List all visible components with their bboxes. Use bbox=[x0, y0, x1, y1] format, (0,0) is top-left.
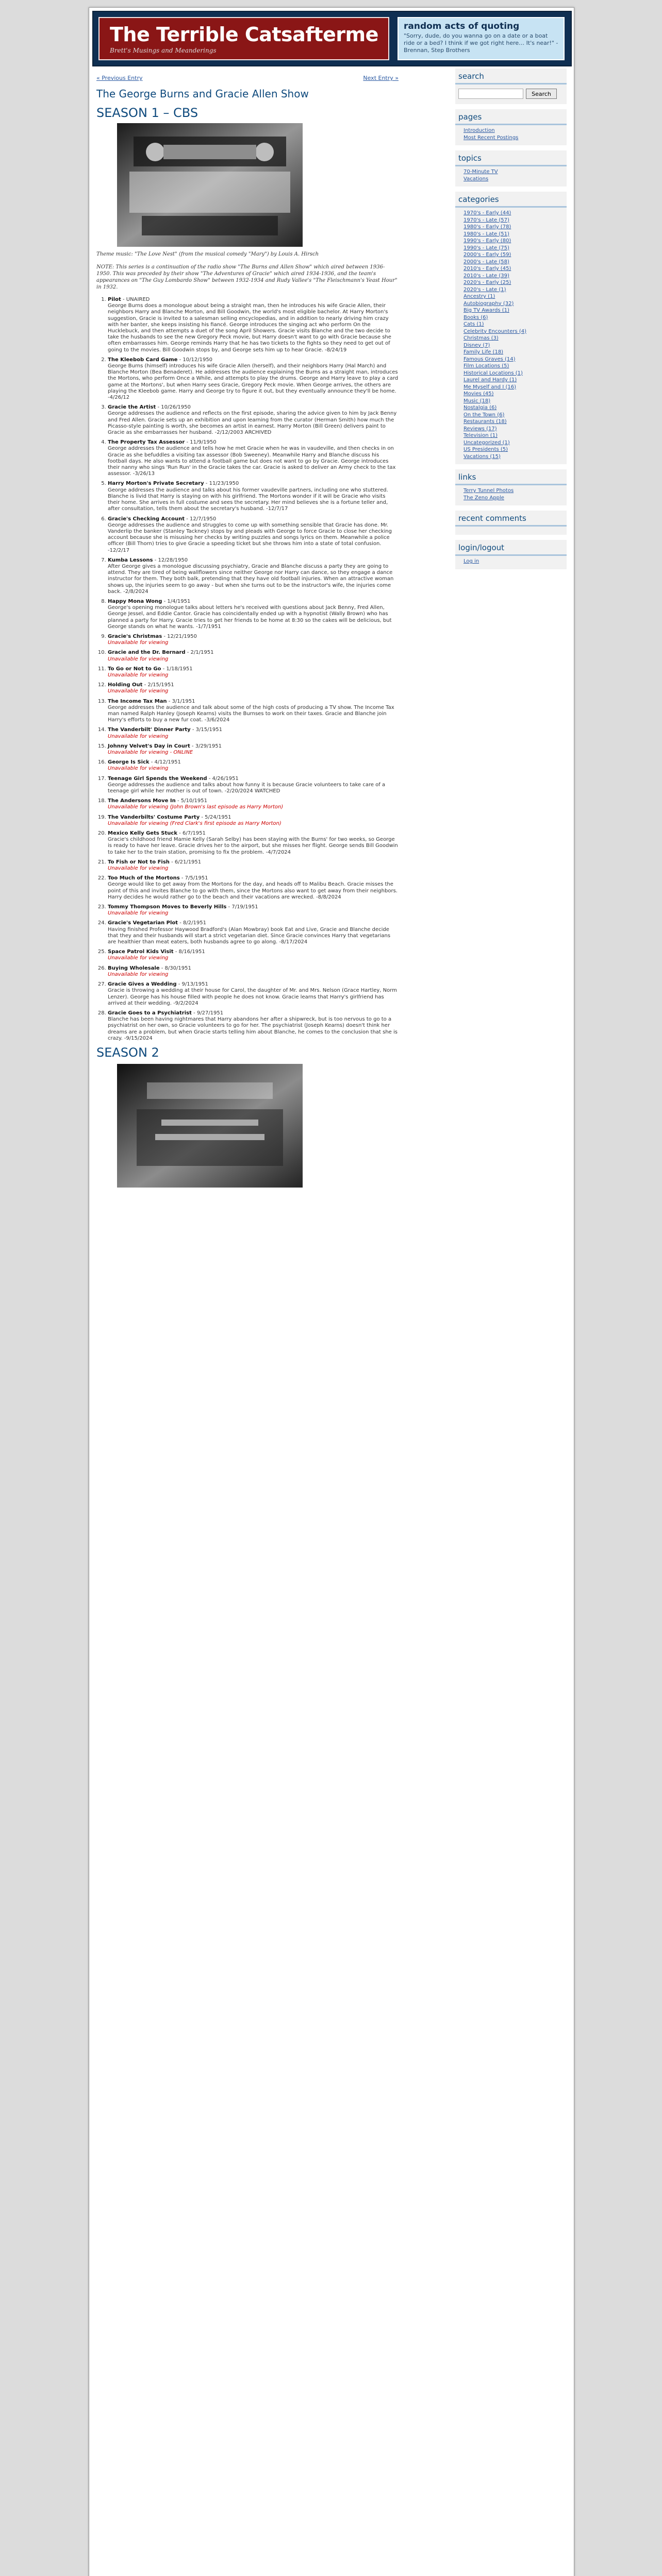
login-box bbox=[455, 540, 567, 569]
search-box bbox=[455, 69, 567, 104]
category-link[interactable]: Television (1) bbox=[464, 433, 498, 438]
episode-date: - 3/15/1951 bbox=[190, 727, 222, 733]
episode-date: - 2/1/1951 bbox=[185, 650, 214, 656]
episode-item bbox=[108, 759, 399, 772]
episode-description: George addresses the audience and talks about how funny it is because Gracie volunteers to take care of a teenage girl while her mother is out of town. -2/20/2024 WATCHED bbox=[108, 782, 386, 794]
episode-item bbox=[108, 965, 399, 978]
category-item bbox=[464, 412, 564, 419]
category-item bbox=[464, 300, 564, 308]
search-input[interactable] bbox=[458, 89, 523, 99]
episode-description: Unavailable for viewing (Fred Clark's first episode as Harry Morton) bbox=[108, 820, 282, 826]
category-link[interactable]: 1970's - Early (44) bbox=[464, 210, 511, 216]
category-item bbox=[464, 446, 564, 453]
category-item bbox=[464, 453, 564, 461]
episode-item bbox=[108, 798, 399, 810]
category-item bbox=[464, 432, 564, 439]
episode-item bbox=[108, 439, 399, 477]
category-link[interactable]: Vacations (15) bbox=[464, 453, 501, 460]
episode-date: - 6/7/1951 bbox=[177, 831, 206, 837]
category-item bbox=[464, 342, 564, 349]
episode-item bbox=[108, 815, 399, 827]
category-item bbox=[464, 384, 564, 391]
site-header bbox=[92, 11, 572, 66]
episode-date: - 4/26/1951 bbox=[207, 775, 239, 782]
episode-date: - 12/21/1950 bbox=[162, 633, 197, 639]
episode-date: - 8/30/1951 bbox=[159, 965, 191, 971]
episode-description: Unavailable for viewing bbox=[108, 688, 169, 694]
episode-title: Space Patrol Kids Visit bbox=[108, 949, 174, 955]
category-link[interactable]: Historical Locations (1) bbox=[464, 370, 523, 376]
page-link[interactable]: Most Recent Postings bbox=[464, 134, 519, 141]
category-link[interactable]: Laurel and Hardy (1) bbox=[464, 377, 517, 383]
episode-item bbox=[108, 682, 399, 694]
episode-description: George addresses the audience and reflects on the first episode, sharing the advice given to him by Jack Benny and Fred Allen. Gracie sets up an exhibition and upon learning from the curator (Herman Smith) how much the Picasso-style painting is worth, she becomes an artist in earnest. Harry Morton (Bill Green) delivers paint to Gracie as she embarrasses her husband. -2/12/2003 ARCHIVED bbox=[108, 411, 397, 436]
category-link[interactable]: Autobiography (32) bbox=[464, 300, 514, 307]
episode-item bbox=[108, 904, 399, 917]
category-link[interactable]: Family Life (18) bbox=[464, 349, 504, 355]
episode-title: The Andersons Move In bbox=[108, 798, 176, 804]
episode-description: Unavailable for viewing bbox=[108, 672, 169, 678]
page-wrapper bbox=[89, 7, 574, 2576]
episode-title: To Go or Not to Go bbox=[108, 666, 161, 672]
category-link[interactable]: US Presidents (5) bbox=[464, 447, 508, 452]
episode-title: Pilot bbox=[108, 297, 121, 302]
category-item bbox=[464, 398, 564, 405]
episode-description: George addresses the audience and tells how he met Gracie when he was in vaudeville, and then checks in on Gracie as she befuddles a visiting tax assessor (Bob Sweeney). Meanwhile Harry and Blanche discuss his football days. He also wants to attend a football game but does not want to go by Gracie. George introduces their nanny who sings 'Run Run' in the Gracie takes the car. Gracie is asked to deliver an Army check to the tax assessor. -3/26/13 bbox=[108, 446, 396, 477]
main-content bbox=[96, 70, 399, 1188]
episode-title: Gracie the Artist bbox=[108, 404, 156, 411]
category-item bbox=[464, 217, 564, 224]
episode-title: The Kleebob Card Game bbox=[108, 357, 178, 363]
episode-title: Harry Morton's Private Secretary bbox=[108, 481, 204, 487]
category-link[interactable]: 1990's - Late (75) bbox=[464, 245, 509, 251]
episode-description: George addresses the audience and struggles to come up with something sensible that Gracie has done. Mr. Vanderlip the banker (Stanley Tackney) stops by and pleads with George to force Gracie to close her checking account because she is misusing her checks by writing puzzles and songs lyrics on them. Meanwhile a police officer (Bill Thorn) tries to give Gracie a speeding ticket but she throws him into a state of total confusion. -12/2/17 bbox=[108, 522, 392, 553]
episode-title: The Income Tax Man bbox=[108, 698, 167, 704]
episode-date: - 3/29/1951 bbox=[190, 743, 222, 749]
category-item bbox=[464, 259, 564, 266]
episode-date: - 3/1/1951 bbox=[167, 698, 195, 704]
episode-description: Having finished Professor Haywood Bradford's (Alan Mowbray) book Eat and Live, Gracie and Blanche decide that they and their husbands will start a strict vegetarian diet. Since Gracie convinces Harry that vegetarians are healthier than meat eaters, both husbands agree to go along. -8/17/2024 bbox=[108, 926, 391, 945]
episode-title: Gracie's Checking Account bbox=[108, 516, 185, 522]
login-link[interactable]: Log in bbox=[464, 558, 479, 564]
episode-date: - 1/4/1951 bbox=[162, 598, 191, 604]
category-link[interactable]: Uncategorized (1) bbox=[464, 439, 510, 446]
search-form bbox=[455, 84, 567, 104]
category-item bbox=[464, 439, 564, 447]
links-heading: links bbox=[455, 469, 567, 485]
links-list bbox=[455, 485, 567, 505]
episode-description: George's opening monologue talks about letters he's received with questions about Jack Benny, Fred Allen, George Jessel, and Eddie Cantor. Gracie has coincidentally ended up with a hypnotist (Wally Brown) who has planned a party for Harry. Gracie tries to get her friends to be home at 8:30 so the cakes will be delicious, but George stands on what he wants. -1/7/1951 bbox=[108, 605, 392, 630]
next-entry-link[interactable]: Next Entry » bbox=[363, 75, 399, 81]
category-link[interactable]: Celebrity Encounters (4) bbox=[464, 328, 527, 334]
episode-date: - 12/7/1950 bbox=[185, 516, 217, 522]
episode-date: - 10/12/1950 bbox=[177, 357, 213, 363]
episode-title: Happy Mona Wong bbox=[108, 598, 162, 604]
category-item bbox=[464, 265, 564, 273]
topic-item bbox=[464, 176, 564, 183]
episode-description: Unavailable for viewing - ONLINE bbox=[108, 750, 193, 755]
category-item bbox=[464, 273, 564, 280]
episode-date: - 11/23/1950 bbox=[204, 481, 239, 487]
season-1-heading: SEASON 1 – CBS bbox=[96, 106, 198, 120]
episode-description: Unavailable for viewing bbox=[108, 910, 169, 917]
topic-link[interactable]: Vacations bbox=[464, 176, 489, 182]
recent-comments-heading: recent comments bbox=[455, 511, 567, 527]
episode-date: - 9/27/1951 bbox=[191, 1010, 224, 1016]
category-link[interactable]: Famous Graves (14) bbox=[464, 356, 516, 362]
episode-date: - 1/18/1951 bbox=[161, 666, 193, 672]
episode-date: - 5/24/1951 bbox=[200, 814, 231, 820]
episode-item bbox=[108, 557, 399, 595]
category-link[interactable]: Film Locations (5) bbox=[464, 363, 509, 369]
episode-description: George addresses the audience and talks about his former vaudeville partners, including one who stuttered. Blanche is livid that Harry is staying on with his girlfriend. The Mortons wonder if it will be Gracie who visits their home. She arrives in full costume and sees the secretary. Her mind believes she is a fortune teller and, after consultation, tells them about the secretary's husband. -12/7/17 bbox=[108, 487, 388, 512]
recent-comments-box bbox=[455, 511, 567, 535]
category-item bbox=[464, 418, 564, 426]
episode-item bbox=[108, 404, 399, 436]
category-link[interactable]: 1980's - Early (78) bbox=[464, 224, 511, 230]
category-link[interactable]: Cats (1) bbox=[464, 321, 484, 327]
search-button[interactable]: Search bbox=[526, 89, 557, 99]
episode-title: Johnny Velvet's Day in Court bbox=[108, 743, 190, 749]
episode-date: - 11/9/1950 bbox=[185, 439, 217, 446]
episode-description: Unavailable for viewing (John Brown's last episode as Harry Morton) bbox=[108, 804, 284, 810]
category-link[interactable]: Disney (7) bbox=[464, 342, 490, 348]
episode-title: The Vanderbilts' Costume Party bbox=[108, 814, 200, 820]
categories-box bbox=[455, 192, 567, 464]
category-item bbox=[464, 307, 564, 314]
episode-item bbox=[108, 481, 399, 512]
episode-date: - 5/10/1951 bbox=[175, 798, 208, 804]
category-link[interactable]: 2010's - Early (45) bbox=[464, 266, 511, 272]
category-item bbox=[464, 370, 564, 377]
episode-item bbox=[108, 357, 399, 401]
episode-item bbox=[108, 831, 399, 856]
episode-item bbox=[108, 981, 399, 1007]
episode-date: - 7/19/1951 bbox=[226, 904, 258, 910]
episode-item bbox=[108, 650, 399, 662]
episode-item bbox=[108, 743, 399, 756]
episode-date: - 4/12/1951 bbox=[149, 759, 181, 766]
category-item bbox=[464, 224, 564, 231]
category-item bbox=[464, 404, 564, 412]
category-link[interactable]: Reviews (17) bbox=[464, 426, 497, 432]
category-link[interactable]: 2020's - Late (1) bbox=[464, 286, 506, 293]
category-link[interactable]: Christmas (3) bbox=[464, 335, 499, 341]
category-link[interactable]: 1980's - Late (51) bbox=[464, 231, 509, 237]
category-link[interactable]: Music (18) bbox=[464, 398, 491, 404]
episode-description: Blanche has been having nightmares that Harry abandons her after a shipwreck, but is too nervous to go to a psychiatrist on her own, so Gracie volunteers to go for her. The psychiatrist (Joseph Kearns) doesn't think her dreams are a problem, but when Gracie starts telling him about Blanche, he comes to the conclusion that she is crazy. -9/15/2024 bbox=[108, 1016, 398, 1041]
categories-heading: categories bbox=[455, 192, 567, 208]
episode-title: Kumba Lessons bbox=[108, 557, 153, 563]
episode-item bbox=[108, 699, 399, 724]
episode-item bbox=[108, 949, 399, 961]
category-item bbox=[464, 321, 564, 328]
topic-link[interactable]: 70-Minute TV bbox=[464, 169, 498, 175]
previous-entry-link[interactable]: « Previous Entry bbox=[96, 75, 143, 81]
episode-date: - 6/21/1951 bbox=[169, 859, 202, 865]
episode-item bbox=[108, 727, 399, 739]
post-title: The George Burns and Gracie Allen Show bbox=[96, 88, 309, 100]
category-link[interactable]: Big TV Awards (1) bbox=[464, 308, 509, 313]
category-item bbox=[464, 328, 564, 335]
category-item bbox=[464, 210, 564, 217]
category-link[interactable]: 2010's - Late (39) bbox=[464, 273, 509, 279]
category-link[interactable]: 2000's - Early (59) bbox=[464, 252, 511, 258]
link-item bbox=[464, 495, 564, 502]
episode-date: - 12/28/1950 bbox=[153, 557, 188, 563]
season-2-art bbox=[117, 1064, 303, 1188]
episode-description: Unavailable for viewing bbox=[108, 866, 169, 872]
category-item bbox=[464, 356, 564, 363]
site-title[interactable]: The Terrible Catsafterme bbox=[110, 23, 378, 46]
sidebar bbox=[455, 69, 567, 574]
site-subtitle: Brett's Musings and Meanderings bbox=[110, 47, 217, 54]
post-navigation bbox=[96, 75, 399, 81]
episode-title: Holding Out bbox=[108, 682, 143, 688]
episode-title: George Is Sick bbox=[108, 759, 150, 766]
category-item bbox=[464, 426, 564, 433]
random-quote-heading: random acts of quoting bbox=[404, 21, 520, 31]
category-item bbox=[464, 335, 564, 342]
season-2-image bbox=[117, 1064, 303, 1188]
category-link[interactable]: 1990's - Early (80) bbox=[464, 238, 511, 244]
episode-description: George would like to get away from the Mortons for the day, and heads off to Malibu Beach. Gracie misses the point of this and invites Blanche to go with them, since the Mortons also want to get away from their neighbors. Harry decides he would rather go to the beach and their vacations are wrecked. -8/8/2024 bbox=[108, 882, 398, 900]
episode-item bbox=[108, 666, 399, 679]
episode-description: Unavailable for viewing bbox=[108, 733, 169, 739]
login-list bbox=[455, 556, 567, 569]
episode-item bbox=[108, 297, 399, 353]
episode-title: The Property Tax Assessor bbox=[108, 439, 185, 446]
category-item bbox=[464, 391, 564, 398]
category-link[interactable]: 1970's - Late (57) bbox=[464, 217, 509, 223]
episode-description: Unavailable for viewing bbox=[108, 971, 169, 977]
episode-item bbox=[108, 634, 399, 646]
episode-title: Mexico Kelly Gets Stuck bbox=[108, 831, 177, 837]
episode-title: Too Much of the Mortons bbox=[108, 875, 180, 882]
episode-title: Gracie Goes to a Psychiatrist bbox=[108, 1010, 192, 1016]
episode-title: Gracie's Vegetarian Plot bbox=[108, 920, 178, 926]
episode-description: Unavailable for viewing bbox=[108, 640, 169, 646]
link-link[interactable]: The Zeno Apple bbox=[464, 495, 504, 501]
category-link[interactable]: Movies (45) bbox=[464, 391, 494, 397]
episode-item bbox=[108, 516, 399, 554]
category-item bbox=[464, 286, 564, 294]
episode-item bbox=[108, 599, 399, 630]
episode-description: Gracie's childhood friend Mamie Kelly (Sarah Selby) has been staying with the Burns' for two weeks, so George is ready to have her leave. Gracie drives her to the airport, but she misses her flight. George sends Bill Goodwin to take her to the train station, promising to fix the problem. -4/7/2024 bbox=[108, 837, 398, 855]
episode-date: - 8/16/1951 bbox=[173, 949, 205, 955]
random-quote-text: "Sorry, dude, do you wanna go on a date or a boat ride or a bed? I think if we got right here… It's near!" - Brennan, Step Brothers bbox=[404, 32, 558, 54]
episode-title: To Fish or Not to Fish bbox=[108, 859, 170, 865]
episode-title: Teenage Girl Spends the Weekend bbox=[108, 775, 207, 782]
category-link[interactable]: On the Town (6) bbox=[464, 412, 505, 418]
logo-art bbox=[117, 123, 303, 247]
login-item bbox=[464, 558, 564, 565]
categories-list bbox=[455, 208, 567, 464]
episode-date: - UNAIRED bbox=[121, 297, 150, 302]
link-link[interactable]: Terry Tunnel Photos bbox=[464, 488, 514, 494]
link-item bbox=[464, 487, 564, 495]
series-note: NOTE: This series is a continuation of the radio show "The Burns and Allen Show" which aired between 1936-1950. This was preceded by their show "The Adventures of Gracie" which aired 1934-1936, and the team's appearances on "The Guy Lombardo Show" between 1932-1934 and Rudy Vallee's "The Fleischmann's Yeast Hour" in 1932. bbox=[96, 264, 398, 290]
category-item bbox=[464, 314, 564, 321]
page-link[interactable]: Introduction bbox=[464, 128, 495, 133]
episode-description: Unavailable for viewing bbox=[108, 766, 169, 772]
episode-description: After George gives a monologue discussing psychiatry, Gracie and Blanche discuss a party they are going to attend. They are tired of being wallflowers since neither George nor Harry can dance, so they engage a dance instructor for them. They both balk, pretending that they have old football injuries. When an attractive woman shows up, the injuries seem to go away - but when she turns out to be the instructor's wife, the injuries come back. -2/8/2024 bbox=[108, 563, 394, 595]
category-item bbox=[464, 377, 564, 384]
show-logo-image bbox=[117, 123, 303, 247]
episode-item bbox=[108, 859, 399, 872]
category-item bbox=[464, 238, 564, 245]
episode-description: George Burns does a monologue about being a straight man, then he introduces his wife Gracie Allen, their neighbors Harry and Blanche Morton, and Bill Goodwin, the world's most eligible bachelor. At Harry Morton's suggestion, Gracie is invited to a salesman selling encyclopedias, and in addition to nearly driving him crazy with her banter, she keeps insisting his fiancé. George introduces the singing act who perform On the Hucklebuck, and then attempts a duet of the song April Showers. Gracie visits Blanche and the two decide to take the husbands to see the new Gregory Peck movie, but Harry doesn't want to go with Gracie because she often embarrasses him. George reminds Harry that he has two tickets to the fights so they need to get out of going to the movies. Bill Goodwin stops by, and George sets him up to hear Gracie. -8/24/19 bbox=[108, 303, 391, 353]
topic-item bbox=[464, 168, 564, 176]
category-item bbox=[464, 231, 564, 238]
episode-item bbox=[108, 875, 399, 901]
page-item bbox=[464, 127, 564, 134]
category-link[interactable]: Nostalgia (6) bbox=[464, 405, 497, 411]
category-item bbox=[464, 245, 564, 252]
pages-list bbox=[455, 125, 567, 145]
episode-title: Gracie Gives a Wedding bbox=[108, 981, 177, 988]
episode-title: The Vanderbilt' Dinner Party bbox=[108, 727, 191, 733]
episode-date: - 10/26/1950 bbox=[156, 404, 191, 411]
episode-description: George Burns (himself) introduces his wife Gracie Allen (herself), and their neighbors Harry (Hal March) and Blanche Morton (Bea Benaderet). He addresses the audience explaining the Burns as a straight man, introduces the Mortons, who perform Once a While, and attempts to play the drums. George and Harry leave to play a card game at the Mortons', but when Harry sees Gracie, Gregory Peck movie. When George arrives, the others are playing the Kleebob game. Harry and George try to figure it out, but they eventually announce they'll be home. -4/26/12 bbox=[108, 363, 399, 401]
pages-box bbox=[455, 109, 567, 145]
category-item bbox=[464, 251, 564, 259]
category-item bbox=[464, 279, 564, 286]
category-link[interactable]: 2020's - Early (25) bbox=[464, 280, 511, 285]
topics-list bbox=[455, 166, 567, 187]
page-item bbox=[464, 134, 564, 142]
episode-item bbox=[108, 920, 399, 945]
pages-heading: pages bbox=[455, 109, 567, 125]
episode-item bbox=[108, 776, 399, 795]
theme-music-caption: Theme music: "The Love Nest" (from the musical comedy "Mary") by Louis A. Hirsch bbox=[96, 251, 319, 257]
category-link[interactable]: Books (6) bbox=[464, 314, 488, 320]
episode-list bbox=[96, 297, 399, 1042]
episode-date: - 8/2/1951 bbox=[178, 920, 206, 926]
episode-description: Unavailable for viewing bbox=[108, 955, 169, 961]
login-heading: login/logout bbox=[455, 540, 567, 556]
title-box bbox=[98, 17, 389, 60]
topics-heading: topics bbox=[455, 150, 567, 166]
links-box bbox=[455, 469, 567, 505]
episode-description: Unavailable for viewing bbox=[108, 656, 169, 662]
season-2-heading: SEASON 2 bbox=[96, 1045, 159, 1060]
episode-title: Gracie and the Dr. Bernard bbox=[108, 650, 186, 656]
category-item bbox=[464, 363, 564, 370]
category-link[interactable]: Ancestry (1) bbox=[464, 294, 495, 299]
episode-title: Tommy Thompson Moves to Beverly Hills bbox=[108, 904, 227, 910]
episode-title: Buying Wholesale bbox=[108, 965, 160, 971]
random-quote-box bbox=[398, 17, 565, 60]
episode-date: - 7/5/1951 bbox=[179, 875, 208, 882]
episode-item bbox=[108, 1010, 399, 1042]
episode-date: - 2/15/1951 bbox=[142, 682, 174, 688]
search-heading: search bbox=[455, 69, 567, 84]
episode-description: George addresses the audience and talk about some of the high costs of producing a TV show. The Income Tax man named Ralph Hanley (Joseph Kearns) visits the Burnses to work on their taxes. Gracie and Blanche join Harry's efforts to buy a new fur coat. -3/6/2024 bbox=[108, 704, 394, 723]
category-link[interactable]: Me Myself and I (16) bbox=[464, 384, 516, 390]
category-link[interactable]: 2000's - Late (58) bbox=[464, 259, 509, 265]
category-item bbox=[464, 293, 564, 300]
episode-date: - 9/13/1951 bbox=[176, 981, 208, 988]
category-item bbox=[464, 349, 564, 356]
episode-title: Gracie's Christmas bbox=[108, 633, 162, 639]
episode-description: Gracie is throwing a wedding at their house for Carol, the daughter of Mr. and Mrs. Nelson (Grace Hartley, Norm Lenzer). George has his house filled with people he does not know. Gracie learns that Harry's girlfriend has arrived at their wedding. -9/2/2024 bbox=[108, 988, 397, 1006]
category-link[interactable]: Restaurants (18) bbox=[464, 419, 507, 425]
topics-box bbox=[455, 150, 567, 187]
